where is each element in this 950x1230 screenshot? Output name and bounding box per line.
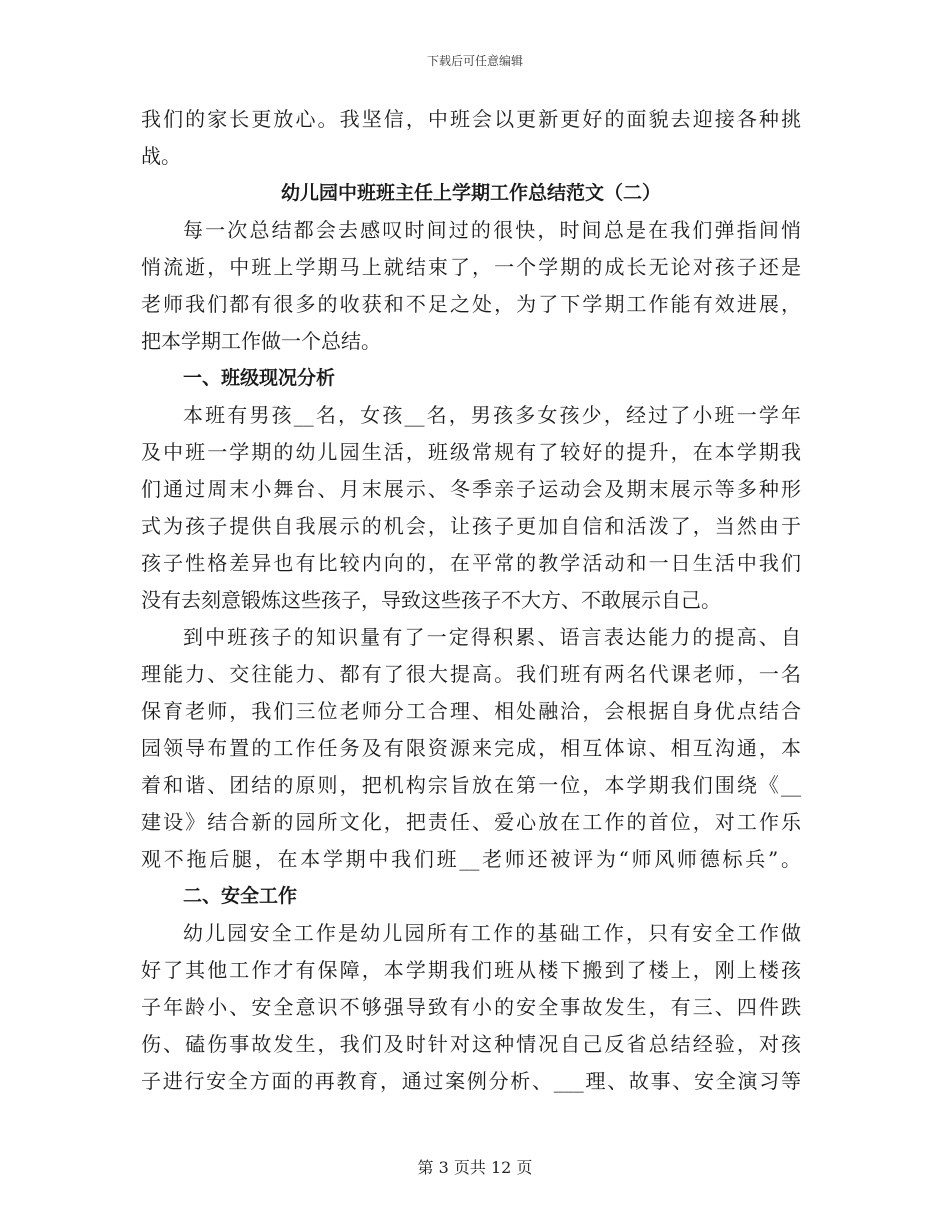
paragraph-line: 观不拖后腿，在本学期中我们班__老师还被评为“师风师德标兵”。 [141,847,801,871]
paragraph-line: 子年龄小、安全意识不够强导致有小的安全事故发生，有三、四件跌 [141,995,801,1019]
paragraph-line: 悄流逝，中班上学期马上就结束了，一个学期的成长无论对孩子还是 [141,255,801,279]
paragraph-line: 伤、磕伤事故发生，我们及时针对这种情况自己反省总结经验，对孩 [141,1032,801,1056]
paragraph-line: 到中班孩子的知识量有了一定得积累、语言表达能力的提高、自 [183,625,801,649]
paragraph-line: 孩子性格差异也有比较内向的，在平常的教学活动和一日生活中我们 [141,551,801,575]
paragraph-line: 式为孩子提供自我展示的机会，让孩子更加自信和活泼了，当然由于 [141,514,801,538]
paragraph-line: 着和谐、团结的原则，把机构宗旨放在第一位，本学期我们围绕《__ [141,773,801,797]
paragraph-line: 把本学期工作做一个总结。 [141,329,381,353]
paragraph-line: 我们的家长更放心。我坚信，中班会以更新更好的面貌去迎接各种挑 [141,107,801,131]
paragraph-line: 们通过周末小舞台、月末展示、冬季亲子运动会及期末展示等多种形 [141,477,801,501]
paragraph-line: 每一次总结都会去感叹时间过的很快，时间总是在我们弹指间悄 [183,218,801,242]
page-header: 下载后可任意编辑 [426,54,523,68]
paragraph-line: 建设》结合新的园所文化，把责任、爱心放在工作的首位，对工作乐 [141,810,801,834]
paragraph-line: 园领导布置的工作任务及有限资源来完成，相互体谅、相互沟通，本 [141,736,801,760]
document-body [141,101,801,1100]
paragraph-line: 本班有男孩__名，女孩__名，男孩多女孩少，经过了小班一学年 [183,403,801,427]
paragraph-line: 没有去刻意锻炼这些孩子，导致这些孩子不大方、不敢展示自己。 [141,588,721,612]
page-number: 第 3 页共 12 页 [417,1158,533,1177]
paragraph-line: 保育老师，我们三位老师分工合理、相处融洽，会根据自身优点结合 [141,699,801,723]
paragraph-line: 老师我们都有很多的收获和不足之处，为了下学期工作能有效进展， [141,292,801,316]
section-heading: 一、班级现况分析 [183,367,336,389]
paragraph-line: 及中班一学期的幼儿园生活，班级常规有了较好的提升，在本学期我 [141,440,801,464]
document-title: 幼儿园中班班主任上学期工作总结范文（二） [280,182,661,204]
paragraph-line: 幼儿园安全工作是幼儿园所有工作的基础工作，只有安全工作做 [183,921,801,945]
paragraph-line: 战。 [141,144,181,168]
paragraph-line: 理能力、交往能力、都有了很大提高。我们班有两名代课老师，一名 [141,662,801,686]
paragraph-line: 子进行安全方面的再教育，通过案例分析、___理、故事、安全演习等 [141,1069,801,1093]
paragraph-line: 好了其他工作才有保障，本学期我们班从楼下搬到了楼上，刚上楼孩 [141,958,801,982]
section-heading: 二、安全工作 [183,885,298,907]
